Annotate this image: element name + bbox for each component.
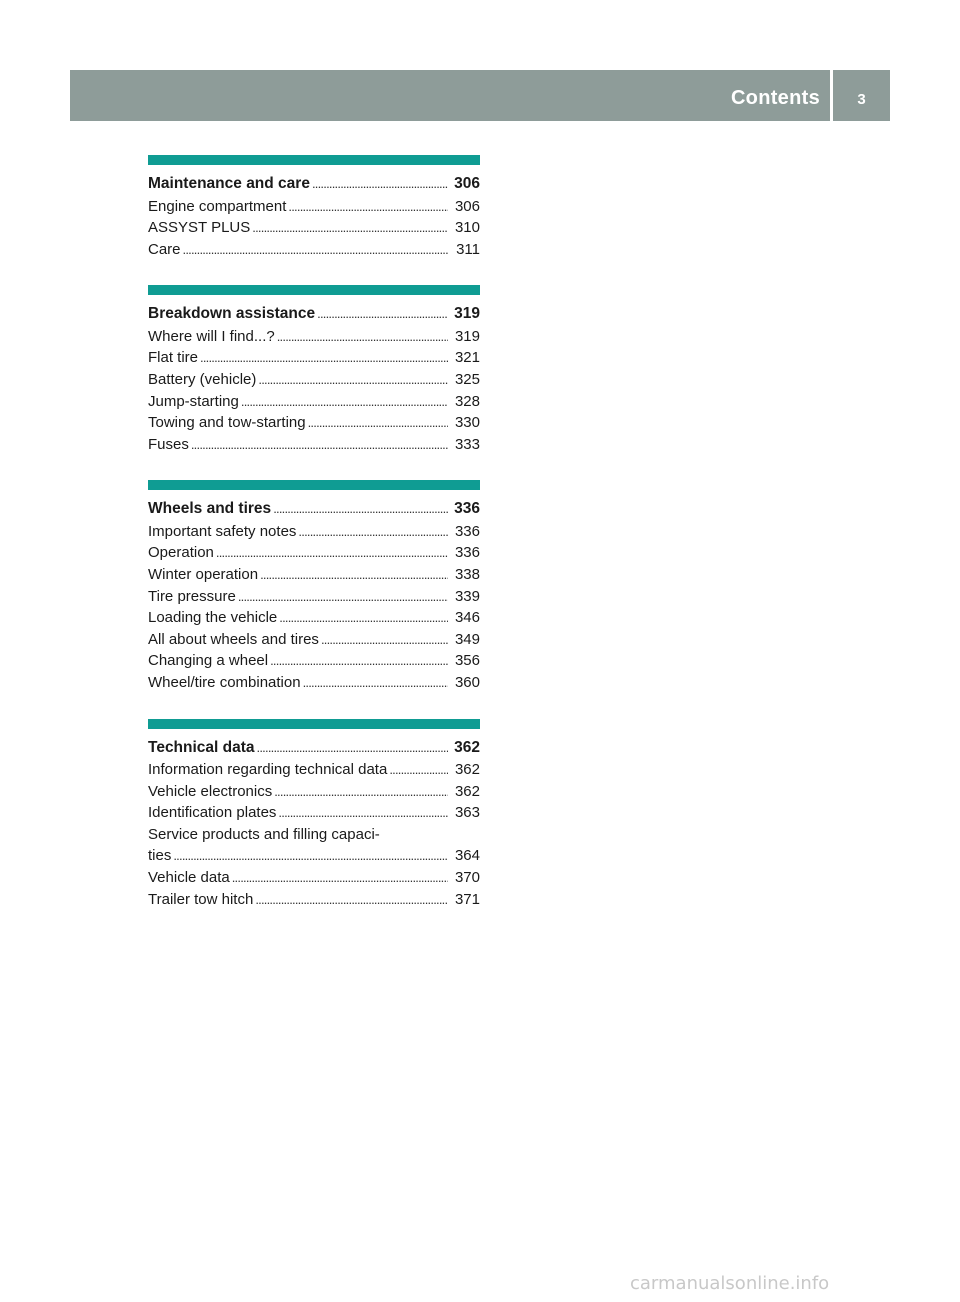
dot-leader bbox=[241, 391, 448, 413]
page-reference: 328 bbox=[454, 392, 480, 410]
page-reference: 346 bbox=[454, 609, 480, 627]
dot-leader bbox=[303, 672, 448, 694]
page-reference: 333 bbox=[454, 435, 480, 453]
entry-label: Where will I find...? bbox=[148, 327, 275, 345]
section-divider-bar bbox=[148, 480, 480, 490]
table-of-contents bbox=[148, 155, 480, 935]
dot-leader bbox=[216, 542, 448, 564]
dot-leader bbox=[232, 867, 448, 889]
entry-label: Jump-starting bbox=[148, 392, 239, 410]
page-reference: 336 bbox=[454, 544, 480, 562]
entry-label: Identification plates bbox=[148, 804, 277, 822]
toc-entry[interactable] bbox=[148, 672, 480, 694]
entry-label: Trailer tow hitch bbox=[148, 890, 254, 908]
toc-entry[interactable] bbox=[148, 781, 480, 803]
dot-leader bbox=[260, 564, 448, 586]
toc-entry[interactable] bbox=[148, 326, 480, 348]
entry-label: Care bbox=[148, 240, 181, 258]
dot-leader bbox=[273, 498, 448, 521]
entry-label: ties bbox=[148, 847, 172, 865]
page-reference: 321 bbox=[454, 349, 480, 367]
page-reference: 362 bbox=[454, 738, 480, 756]
toc-entry[interactable] bbox=[148, 369, 480, 391]
toc-entry[interactable] bbox=[148, 824, 480, 846]
page-reference: 306 bbox=[454, 197, 480, 215]
page-reference: 319 bbox=[454, 327, 480, 345]
section-heading-label: Wheels and tires bbox=[148, 500, 272, 518]
dot-leader bbox=[258, 369, 448, 391]
entry-label: Tire pressure bbox=[148, 587, 236, 605]
page-reference: 363 bbox=[454, 804, 480, 822]
toc-entry[interactable] bbox=[148, 629, 480, 651]
header-title: Contents bbox=[730, 87, 820, 109]
entry-label: Engine compartment bbox=[148, 197, 287, 215]
section-heading-label: Breakdown assistance bbox=[148, 305, 316, 323]
entry-label: Towing and tow-starting bbox=[148, 414, 306, 432]
page-reference: 325 bbox=[454, 370, 480, 388]
dot-leader bbox=[279, 607, 448, 629]
dot-leader bbox=[321, 629, 448, 651]
dot-leader bbox=[173, 845, 448, 867]
page-reference: 349 bbox=[454, 630, 480, 648]
watermark: carmanualsonline.info bbox=[630, 1273, 830, 1294]
toc-section bbox=[148, 155, 480, 260]
toc-entry[interactable] bbox=[148, 391, 480, 413]
entry-label: Operation bbox=[148, 544, 214, 562]
toc-entry[interactable] bbox=[148, 586, 480, 608]
entry-label: Service products and filling capaci- bbox=[148, 825, 380, 843]
toc-entry[interactable] bbox=[148, 607, 480, 629]
toc-entry[interactable] bbox=[148, 650, 480, 672]
section-divider-bar bbox=[148, 719, 480, 729]
page-reference: 356 bbox=[454, 652, 480, 670]
dot-leader bbox=[312, 173, 448, 196]
entry-label: Fuses bbox=[148, 435, 189, 453]
toc-entry[interactable] bbox=[148, 889, 480, 911]
page-reference: 338 bbox=[454, 566, 480, 584]
page-reference: 319 bbox=[454, 305, 480, 323]
entry-label: Vehicle electronics bbox=[148, 782, 273, 800]
dot-leader bbox=[274, 781, 448, 803]
toc-entry[interactable] bbox=[148, 412, 480, 434]
entry-label: Changing a wheel bbox=[148, 652, 269, 670]
page-reference: 362 bbox=[454, 782, 480, 800]
dot-leader bbox=[238, 586, 448, 608]
page-reference: 362 bbox=[454, 761, 480, 779]
section-divider-bar bbox=[148, 285, 480, 295]
toc-section bbox=[148, 719, 480, 911]
toc-entry[interactable] bbox=[148, 434, 480, 456]
dot-leader bbox=[277, 326, 448, 348]
toc-entry[interactable] bbox=[148, 845, 480, 867]
page-reference: 336 bbox=[454, 500, 480, 518]
dot-leader bbox=[308, 412, 448, 434]
dot-leader bbox=[288, 196, 448, 218]
entry-label: Loading the vehicle bbox=[148, 609, 278, 627]
dot-leader bbox=[389, 759, 448, 781]
entry-label: Information regarding technical data bbox=[148, 761, 388, 779]
entry-label: ASSYST PLUS bbox=[148, 219, 251, 237]
section-heading-label: Maintenance and care bbox=[148, 175, 310, 192]
entry-label: Winter operation bbox=[148, 566, 259, 584]
dot-leader bbox=[200, 347, 448, 369]
entry-label: Wheel/tire combination bbox=[148, 674, 301, 691]
toc-section-heading[interactable] bbox=[148, 303, 480, 326]
entry-label: Flat tire bbox=[148, 349, 199, 367]
page-number: 3 bbox=[857, 91, 866, 108]
toc-section-heading[interactable] bbox=[148, 737, 480, 760]
dot-leader bbox=[257, 737, 448, 760]
page-header bbox=[70, 70, 890, 121]
entry-label: All about wheels and tires bbox=[148, 630, 319, 648]
section-heading-label: Technical data bbox=[148, 738, 255, 756]
toc-section-heading[interactable] bbox=[148, 173, 480, 196]
dot-leader bbox=[183, 239, 448, 261]
toc-entry[interactable] bbox=[148, 759, 480, 781]
toc-entry[interactable] bbox=[148, 217, 480, 239]
page-reference: 311 bbox=[456, 240, 480, 258]
toc-entry[interactable] bbox=[148, 196, 480, 218]
toc-entry[interactable] bbox=[148, 867, 480, 889]
section-divider-bar bbox=[148, 155, 480, 165]
page-reference: 370 bbox=[454, 869, 480, 887]
toc-section bbox=[148, 285, 480, 455]
dot-leader bbox=[278, 802, 448, 824]
toc-entry[interactable] bbox=[148, 239, 480, 261]
page-reference: 360 bbox=[454, 674, 480, 691]
page-reference: 371 bbox=[454, 890, 480, 908]
dot-leader bbox=[317, 303, 448, 326]
toc-section bbox=[148, 480, 480, 693]
toc-section-heading[interactable] bbox=[148, 498, 480, 521]
toc-entry[interactable] bbox=[148, 542, 480, 564]
page-reference: 330 bbox=[454, 414, 480, 432]
dot-leader bbox=[270, 650, 448, 672]
toc-entry[interactable] bbox=[148, 347, 480, 369]
dot-leader bbox=[298, 521, 448, 543]
page-reference: 306 bbox=[454, 175, 480, 192]
page-reference: 339 bbox=[454, 587, 480, 605]
entry-label: Battery (vehicle) bbox=[148, 370, 257, 388]
toc-entry[interactable] bbox=[148, 564, 480, 586]
page-reference: 336 bbox=[454, 522, 480, 540]
page-reference: 310 bbox=[454, 219, 480, 237]
entry-label: Important safety notes bbox=[148, 522, 297, 540]
page-reference: 364 bbox=[454, 847, 480, 865]
dot-leader bbox=[255, 889, 448, 911]
toc-entry[interactable] bbox=[148, 802, 480, 824]
entry-label: Vehicle data bbox=[148, 869, 230, 887]
toc-entry[interactable] bbox=[148, 521, 480, 543]
dot-leader bbox=[252, 217, 448, 239]
dot-leader bbox=[191, 434, 448, 456]
